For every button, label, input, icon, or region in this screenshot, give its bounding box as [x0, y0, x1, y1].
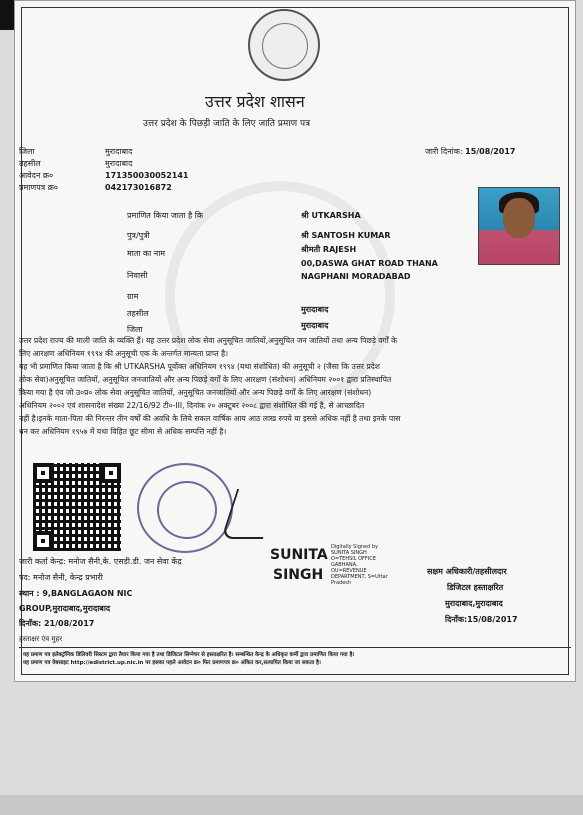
officer-place: मुरादाबाद,मुरादाबाद	[445, 599, 503, 608]
detail-father-value: श्री SANTOSH KUMAR	[301, 231, 391, 240]
footer-note-line: यह प्रमाण पत्र इलेक्ट्रॉनिक डिलिवरी सिस्टम द्वारा तैयार किया गया है तथा डिजिटल सिग्नेचर से हस्ताक्षरित है। सम्बन्धित केन्द्र के अधिकृत कर्मी द्वारा प्रमाणित किया गया है।	[23, 652, 355, 658]
detail-name-value: श्री UTKARSHA	[301, 211, 361, 220]
table-surface	[0, 795, 583, 815]
issuer-seal-label: हस्ताक्षर एंव मुहर	[19, 635, 63, 643]
digital-sign-details	[331, 544, 388, 586]
body-line: नहीं है।इनके माता-पिता की निरन्तर तीन वर्षों की अवधि के लिये सकल वार्षिक आय आठ लाख रुपये या इससे अधिक नहीं है तथा इनके पास	[19, 414, 401, 423]
issue-date-label: जारी दिनांक:	[425, 147, 463, 156]
detail-district-value: मुरादाबाद	[301, 321, 329, 330]
up-government-emblem	[248, 9, 320, 81]
issue-date-value: 15/08/2017	[465, 147, 516, 156]
officer-digital-signed: डिजिटल हस्ताक्षरित	[447, 583, 504, 592]
digital-sign-detail: SUNITA SINGH	[331, 550, 367, 556]
body-line: धन कर अधिनियम १९५७ में यथा विहित छूट सीमा से अधिक सम्पत्ति नहीं है।	[19, 427, 227, 436]
detail-village-label: ग्राम	[127, 292, 139, 301]
digital-sign-name2: SINGH	[273, 567, 324, 583]
applicant-photo	[478, 187, 560, 265]
certificate-sheet	[14, 0, 576, 682]
officer-designation: सक्षम अधिकारी/तहसीलदार	[427, 567, 507, 576]
meta-tehsil-label: तहसील	[19, 159, 41, 168]
digital-sign-detail: Pradesh	[331, 580, 352, 586]
issuer-center: जारी कर्ता केन्द्र: मनोज सैनी,के. एसडी.डी. जन सेवा केंद्र	[19, 557, 182, 566]
detail-address-line1: 00,DASWA GHAT ROAD THANA	[301, 259, 438, 268]
footer-notes	[23, 651, 571, 667]
detail-tehsil-label: तहसील	[127, 309, 149, 318]
issuer-date: दिनाँक: 21/08/2017	[19, 619, 95, 628]
meta-application-label: आवेदन क्र०	[19, 171, 54, 180]
certificate-title: उत्तर प्रदेश शासन	[205, 92, 305, 111]
meta-district-label: जिला	[19, 147, 35, 156]
detail-district-label: जिला	[127, 325, 143, 334]
detail-address-line2: NAGPHANI MORADABAD	[301, 272, 411, 281]
detail-resident-label: निवासी	[127, 271, 148, 280]
footer-note-line: यह प्रमाण पत्र वेबसाइट http://edistrict.up.nic.in पर इसका पहले आवेदन क्र० फिर प्रमाणपत्र क्र० अंकित कर,सत्यापित किया जा सकता है।	[23, 660, 321, 666]
certificate-subtitle: उत्तर प्रदेश के पिछड़ी जाति के लिए जाति प्रमाण पत्र	[143, 119, 311, 129]
digital-sign-detail: GABHANA,	[331, 562, 358, 568]
meta-application-value: 171350030052141	[105, 171, 189, 180]
digital-sign-detail: O=TEHSIL OFFICE	[331, 556, 376, 562]
body-line: अधिनियम २००२ एवं शासनादेश संख्या 22/16/92 टी०-III, दिनांक २० अक्टूबर २००८ द्वारा संशोधित की गई है, से आच्छादित	[19, 401, 365, 410]
detail-mother-value: श्रीमती RAJESH	[301, 245, 357, 254]
footer-divider	[19, 647, 571, 648]
officer-date: दिनाँक:15/08/2017	[445, 615, 518, 624]
certificate-body	[19, 334, 567, 438]
meta-certificate-no-label: प्रमाणपत्र क्र०	[19, 183, 58, 192]
meta-tehsil-value: मुरादाबाद	[105, 159, 133, 168]
detail-mother-label: माता का नाम	[127, 249, 166, 258]
meta-district-value: मुरादाबाद	[105, 147, 133, 156]
issuer-place-line1: स्थान : 9,BANGLAGAON NIC	[19, 589, 133, 598]
digital-sign-detail: Digitally Signed by	[331, 544, 379, 550]
qr-code	[33, 463, 121, 551]
body-line: लिए आरक्षण अधिनियम १९९४ की अनुसूची एक के अन्तर्गत मान्यता प्राप्त है।	[19, 349, 229, 358]
issue-date	[425, 147, 516, 157]
digital-sign-detail: OU=REVENUE	[331, 568, 367, 574]
detail-tehsil-value: मुरादाबाद	[301, 305, 329, 314]
body-line: यह भी प्रमाणित किया जाता है कि श्री UTKARSHA पूर्वोक्त अधिनियम १९९४ (यथा संशोधित) की अनुसूची २ (जैसा कि उत्तर प्रदेश	[19, 362, 380, 371]
issuer-place-line2: GROUP,मुरादाबाद,मुरादाबाद	[19, 604, 111, 613]
body-line: उत्तर प्रदेश राज्य की माली जाति के व्यक्ति हैं। यह उत्तर प्रदेश लोक सेवा अनुसूचित जातियों,अनुसूचित जन जातियों तथा अन्य पिछड़े वर्गों के	[19, 336, 398, 345]
meta-certificate-no-value: 042173016872	[105, 183, 172, 192]
detail-certified-label: प्रमाणित किया जाता है कि	[127, 211, 204, 220]
digital-sign-name1: SUNITA	[270, 547, 328, 563]
detail-father-label: पुत्र/पुत्री	[127, 231, 150, 240]
body-line: लोक सेवा)अनुसूचित जातियों, अनुसूचित जनजातियों और अन्य पिछड़े वर्गों के लिए आरक्षण (संशोधन) अधिनियम २००१ द्वारा प्रतिस्थापित	[19, 375, 392, 384]
office-stamp	[137, 463, 233, 553]
body-line: किया गया है एंव जो उ०प्र० लोक सेवा अनुसूचित जातियों, अनुसूचित जनजातियों और अन्य पिछड़े वर्गों के लिए आरक्षण (संशोधन)	[19, 388, 372, 397]
digital-sign-detail: DEPARTMENT, S=Uttar	[331, 574, 388, 580]
issuer-post: पद: मनोज सैनी, केन्द्र प्रभारी	[19, 573, 103, 582]
